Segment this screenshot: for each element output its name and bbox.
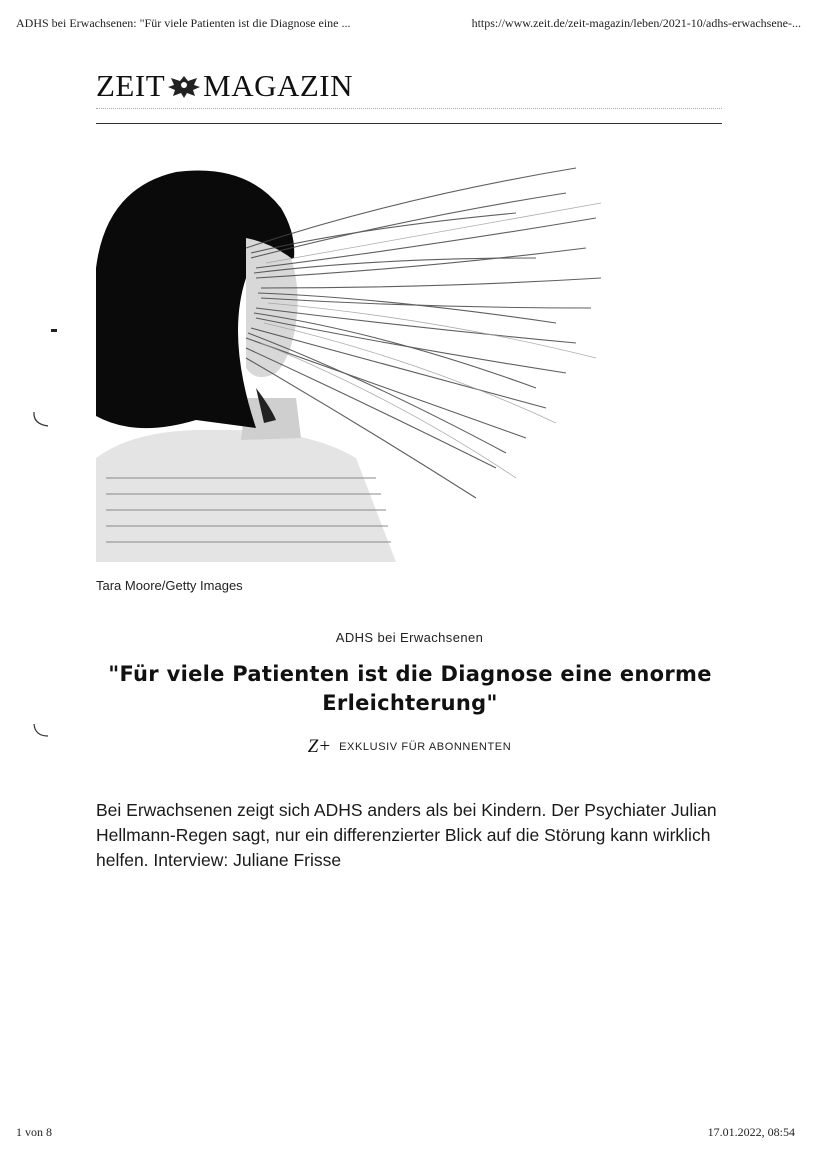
article-headline: "Für viele Patienten ist die Diagnose eine enorme Erleichterung" [108,662,712,715]
image-credit: Tara Moore/Getty Images [96,578,243,593]
eagle-emblem-icon [167,73,201,99]
hero-photo-woman-blowing-hair [96,158,606,562]
scan-mark-icon [30,722,54,742]
masthead-left: ZEIT [96,68,166,103]
masthead-rule [96,123,722,124]
masthead-right: MAGAZIN [203,68,354,103]
print-footer [16,1125,795,1140]
article-lead: Bei Erwachsenen zeigt sich ADHS anders als bei Kindern. Der Psychiater Julian Hellmann-Regen sagt, nur ein differenzierter Blick auf die Störung kann wirklich helfen. Interview: Juliane Frisse [96,800,717,870]
scan-dot-icon [50,328,60,334]
print-header-title: ADHS bei Erwachsenen: "Für viele Patienten ist die Diagnose eine ... [16,16,351,30]
article-kicker: ADHS bei Erwachsenen [335,630,484,645]
subscriber-badge[interactable] [0,736,819,758]
masthead-logo[interactable] [96,68,353,104]
hero-image [96,158,606,562]
print-header-url[interactable]: https://www.zeit.de/zeit-magazin/leben/2021-10/adhs-erwachsene-... [471,16,801,30]
print-timestamp: 17.01.2022, 08:54 [707,1125,795,1139]
zplus-logo-icon: Z+ [307,736,332,757]
scan-mark-icon [30,410,54,430]
subscriber-label: EXKLUSIV FÜR ABONNENTEN [339,741,512,753]
masthead-dotted-rule [96,108,722,109]
page-count: 1 von 8 [16,1125,52,1139]
print-header [16,16,803,31]
